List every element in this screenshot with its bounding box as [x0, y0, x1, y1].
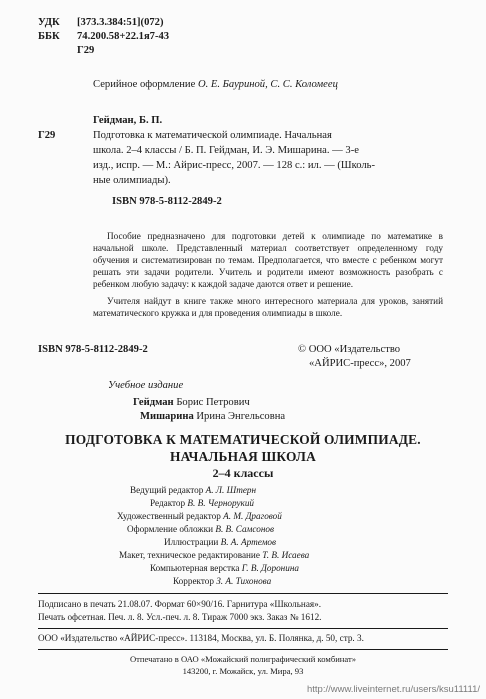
author-1 [133, 397, 250, 408]
credit-name: В. А. Артемов [220, 537, 277, 547]
annotation-paragraph-1: Пособие предназначено для подготовки детей к олимпиаде по математике в начальной школе. Представленный материал соответствует определенному году обучения и систематизирован по темам. Предполагается, что вместе с ребенком могут решать эти задачи родители. Учитель и родители имеют возможность разобрать с ребенком любую задачу: к каждой задаче даются ответ и решение. [93, 231, 443, 289]
author-1-surname: Гейдман [133, 397, 174, 408]
bib-isbn: ISBN 978-5-8112-2849-2 [112, 196, 222, 207]
bib-line-3: изд., испр. — М.: Айрис-пресс, 2007. — 128 с.: ил. — (Школь- [93, 160, 376, 171]
catalog-code: Г29 [77, 45, 95, 56]
credit-name: В. В. Самсонов [215, 524, 274, 534]
credit-6 [119, 550, 309, 560]
credit-role: Ведущий редактор [130, 485, 204, 495]
series-design-prefix: Серийное оформление [93, 79, 196, 90]
credit-role: Иллюстрации [164, 537, 219, 547]
credit-role: Корректор [173, 576, 214, 586]
copyright-line-2: «АЙРИС-пресс», 2007 [309, 358, 411, 369]
publisher-address: ООО «Издательство «АЙРИС-пресс». 113184, Москва, ул. Б. Полянка, д. 50, стр. 3. [38, 633, 364, 643]
printed-by-line-2: 143200, г. Можайск, ул. Мира, 93 [182, 666, 304, 676]
credit-5 [164, 537, 276, 547]
bib-code: Г29 [38, 130, 56, 141]
bbk-value: 74.200.58+22.1я7-43 [77, 31, 170, 42]
rights-isbn: ISBN 978-5-8112-2849-2 [38, 344, 148, 355]
series-design [93, 79, 338, 90]
bib-line-4: ные олимпиады). [93, 175, 171, 186]
copyright-line-1: © ООО «Издательство [298, 344, 401, 355]
divider-line [38, 649, 448, 650]
credit-4 [127, 524, 274, 534]
udk-label: УДК [38, 17, 60, 28]
credit-name: Г. В. Доронина [241, 563, 299, 573]
print-info-line-2: Печать офсетная. Печ. л. 8. Усл.-печ. л. 8. Тираж 7000 экз. Заказ № 1612. [38, 612, 322, 622]
credit-8 [173, 576, 271, 586]
credit-role: Редактор [150, 498, 186, 508]
printed-by-line-1: Отпечатано в ОАО «Можайский полиграфический комбинат» [129, 654, 357, 664]
main-title-line-1: ПОДГОТОВКА К МАТЕМАТИЧЕСКОЙ ОЛИМПИАДЕ. [65, 432, 421, 447]
bbk-label: ББК [38, 31, 60, 42]
credit-name: З. А. Тихонова [216, 576, 272, 586]
credit-role: Оформление обложки [127, 524, 214, 534]
credit-name: А. Л. Штерн [205, 485, 257, 495]
author-1-given: Борис Петрович [176, 397, 250, 408]
credit-role: Художественный редактор [117, 511, 221, 521]
divider-line [38, 593, 448, 594]
author-2-surname: Мишарина [140, 411, 194, 422]
credit-name: Т. В. Исаева [262, 550, 310, 560]
credit-role: Макет, техническое редактирование [119, 550, 260, 560]
bib-author: Гейдман, Б. П. [93, 115, 163, 126]
annotation-paragraph-2: Учителя найдут в книге также много интересного материала для уроков, занятий математического кружка и для проведения олимпиады в школе. [93, 296, 443, 318]
udk-value: [373.3.384:51](072) [77, 17, 164, 28]
credit-1 [130, 485, 256, 495]
credit-name: А. М. Драговой [223, 511, 282, 521]
edition-type: Учебное издание [108, 380, 184, 391]
credit-3 [117, 511, 282, 521]
main-title-line-3: 2–4 классы [212, 466, 274, 480]
credit-role: Компьютерная верстка [150, 563, 240, 573]
bib-line-1: Подготовка к математической олимпиаде. Начальная [93, 130, 332, 141]
main-title-line-2: НАЧАЛЬНАЯ ШКОЛА [170, 449, 316, 464]
author-2 [140, 411, 285, 422]
divider-line [38, 628, 448, 629]
credit-name: В. В. Чернорукий [187, 498, 255, 508]
print-info-line-1: Подписано в печать 21.08.07. Формат 60×90/16. Гарнитура «Школьная». [38, 599, 322, 609]
credit-7 [150, 563, 299, 573]
series-design-names: О. Е. Бауриной, С. С. Коломеец [197, 79, 338, 90]
bib-line-2: школа. 2–4 классы / Б. П. Гейдман, И. Э. Мишарина. — 3-е [93, 145, 359, 156]
author-2-given: Ирина Энгельсовна [196, 411, 286, 422]
credit-2 [150, 498, 254, 508]
watermark-url: http://www.liveinternet.ru/users/ksu11111/ [306, 684, 480, 695]
